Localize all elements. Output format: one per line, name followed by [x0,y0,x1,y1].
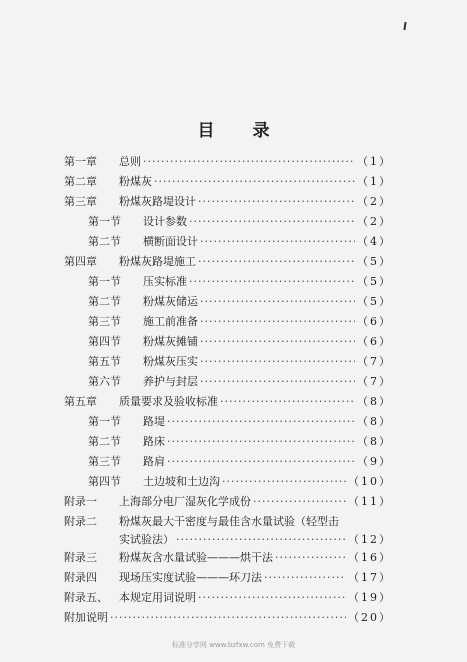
toc-entry-title: 粉煤灰摊铺 [143,335,198,348]
toc-entry-label: 附加说明 [64,611,108,624]
leader-dots [200,352,355,372]
leader-dots [154,172,355,192]
toc-entry-label: 第二节 [88,295,121,308]
toc-entry-title: 路床 [143,435,165,448]
toc-entry-title: 粉煤灰含水量试验———烘干法 [119,551,273,564]
toc-entry-page: （8） [357,415,392,428]
toc-entry[interactable] [64,432,392,452]
toc-entry-label: 附录四 [64,571,97,584]
toc-entry-label: 附录二 [64,515,97,528]
toc-entry[interactable] [64,212,392,232]
title-char-2: 录 [252,121,270,141]
leader-dots [167,432,355,452]
toc-entry-title: 路堤 [143,415,165,428]
toc-entry-label: 第二节 [88,435,121,448]
toc-entry-page: （7） [357,375,392,388]
toc-entry-title: 粉煤灰压实 [143,355,198,368]
toc-entry[interactable] [64,492,392,512]
toc-entry-page: （1） [357,155,392,168]
toc-entry[interactable] [64,472,392,492]
toc-entry-page: （10） [348,475,392,488]
toc-entry-title: 土边坡和土边沟 [143,475,220,488]
toc-entry-title: 压实标准 [143,275,187,288]
leader-dots [176,530,346,550]
table-of-contents [64,152,392,628]
toc-entry[interactable] [64,452,392,472]
toc-entry-title-continued: 实试验法） [119,533,174,546]
toc-entry-page: （2） [357,195,392,208]
toc-entry-title: 施工前准备 [143,315,198,328]
toc-entry-title: 上海部分电厂湿灰化学成份 [119,495,251,508]
toc-entry-title: 粉煤灰路堤施工 [119,255,196,268]
leader-dots [167,412,355,432]
toc-entry[interactable] [64,412,392,432]
page-title [0,116,467,141]
toc-entry-title: 本规定用词说明 [119,591,196,604]
toc-entry[interactable] [64,392,392,412]
toc-entry-page: （8） [357,435,392,448]
toc-entry-page: （5） [357,255,392,268]
toc-entry[interactable] [64,332,392,352]
toc-entry[interactable] [64,252,392,272]
toc-entry-page: （8） [357,395,392,408]
toc-entry-label: 附录五、 [64,591,108,604]
toc-entry-page: （17） [348,571,392,584]
toc-entry-label: 第二章 [64,175,97,188]
leader-dots [110,608,346,628]
leader-dots [167,452,355,472]
leader-dots [264,568,346,588]
leader-dots [200,372,355,392]
toc-entry-page: （6） [357,335,392,348]
toc-entry-label: 第四章 [64,255,97,268]
toc-entry-label: 第一章 [64,155,97,168]
toc-entry-page: （6） [357,315,392,328]
toc-entry-title: 粉煤灰最大干密度与最佳含水量试验（轻型击 [119,515,339,528]
leader-dots [200,332,355,352]
toc-entry[interactable] [64,352,392,372]
toc-entry[interactable] [64,312,392,332]
toc-entry[interactable] [64,172,392,192]
toc-entry-label: 附录一 [64,495,97,508]
toc-entry[interactable] [64,512,392,548]
leader-dots [200,292,355,312]
leader-dots [200,312,355,332]
toc-entry-label: 第五章 [64,395,97,408]
leader-dots [200,232,355,252]
toc-entry-page: （11） [348,495,392,508]
toc-entry-page: （5） [357,295,392,308]
toc-entry-title: 现场压实度试验———环刀法 [119,571,262,584]
leader-dots [143,152,355,172]
toc-entry-page: （7） [357,355,392,368]
leader-dots [198,588,346,608]
toc-entry-page: （12） [348,533,392,546]
toc-entry-label: 第一节 [88,275,121,288]
toc-entry-title: 横断面设计 [143,235,198,248]
leader-dots [198,252,355,272]
watermark-footer: 标准分享网 www.bzfxw.com 免费下载 [171,641,296,649]
toc-entry[interactable] [64,548,392,568]
scan-mark [403,22,406,30]
toc-entry[interactable] [64,372,392,392]
toc-entry-label: 第三章 [64,195,97,208]
toc-entry[interactable] [64,232,392,252]
toc-entry[interactable] [64,272,392,292]
toc-entry-title: 总则 [119,155,141,168]
toc-entry-page: （20） [348,611,392,624]
toc-entry[interactable] [64,152,392,172]
toc-entry-page: （19） [348,591,392,604]
toc-entry-label: 附录三 [64,551,97,564]
leader-dots [189,272,355,292]
toc-entry-label: 第五节 [88,355,121,368]
toc-entry[interactable] [64,608,392,628]
toc-entry-page: （9） [357,455,392,468]
leader-dots [253,492,346,512]
toc-entry-label: 第四节 [88,335,121,348]
leader-dots [275,548,346,568]
toc-entry-label: 第三节 [88,455,121,468]
leader-dots [222,472,346,492]
toc-entry-page: （5） [357,275,392,288]
toc-entry-page: （4） [357,235,392,248]
toc-entry-label: 第一节 [88,215,121,228]
toc-entry-label: 第一节 [88,415,121,428]
leader-dots [220,392,355,412]
toc-entry[interactable] [64,588,392,608]
toc-entry[interactable] [64,292,392,312]
toc-entry-label: 第四节 [88,475,121,488]
toc-entry-label: 第二节 [88,235,121,248]
toc-entry-title: 养护与封层 [143,375,198,388]
toc-entry-label: 第六节 [88,375,121,388]
toc-entry[interactable] [64,192,392,212]
toc-entry-title: 粉煤灰储运 [143,295,198,308]
toc-entry-page: （2） [357,215,392,228]
toc-entry-page: （16） [348,551,392,564]
toc-entry-title: 粉煤灰 [119,175,152,188]
toc-entry-title: 质量要求及验收标准 [119,395,218,408]
title-char-1: 目 [197,121,215,141]
toc-entry-title: 粉煤灰路堤设计 [119,195,196,208]
toc-entry[interactable] [64,568,392,588]
toc-entry-label: 第三节 [88,315,121,328]
leader-dots [189,212,355,232]
toc-entry-title: 路肩 [143,455,165,468]
leader-dots [198,192,355,212]
toc-entry-title: 设计参数 [143,215,187,228]
toc-entry-page: （1） [357,175,392,188]
